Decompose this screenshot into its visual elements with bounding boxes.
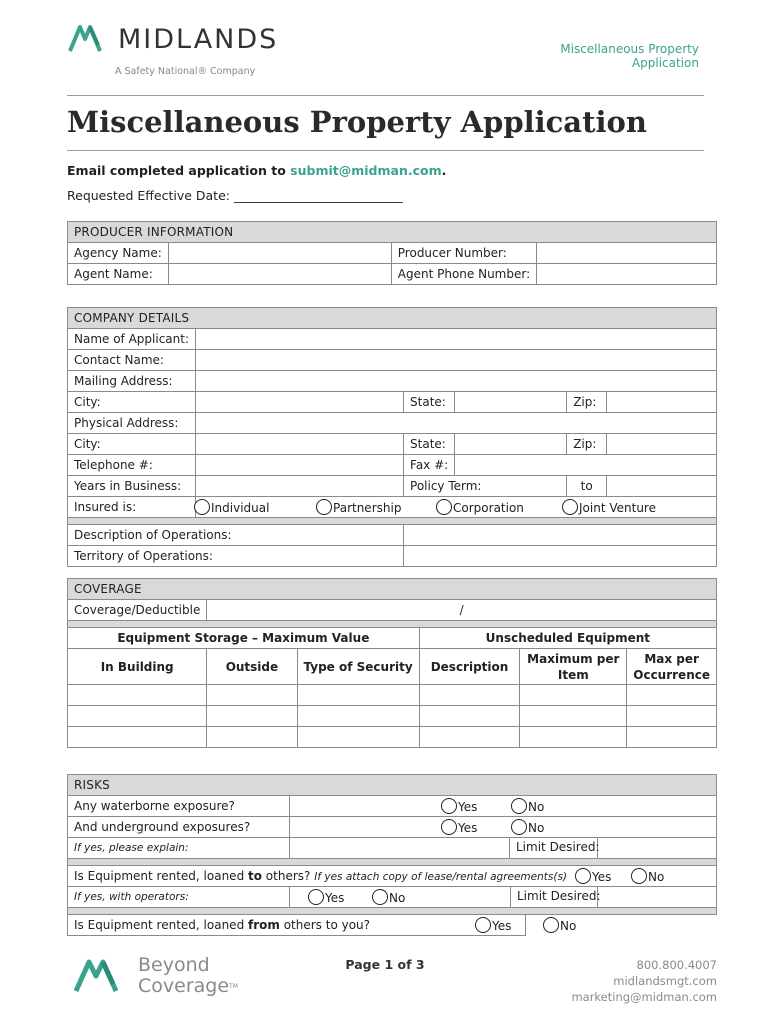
coverage-cell[interactable]	[520, 727, 627, 748]
section-coverage: COVERAGE	[68, 579, 717, 600]
territory-operations-field[interactable]	[404, 546, 717, 567]
radio-icon[interactable]	[575, 868, 591, 884]
radio-icon[interactable]	[436, 499, 452, 515]
insured-individual-option[interactable]: Individual	[194, 499, 269, 515]
insured-is-label: Insured is:	[68, 497, 196, 518]
policy-term-cell	[404, 476, 567, 497]
operators-yes-option[interactable]: Yes	[308, 889, 344, 905]
telephone-label: Telephone #:	[68, 455, 196, 476]
agent-phone-field[interactable]	[537, 264, 717, 285]
radio-icon[interactable]	[562, 499, 578, 515]
agent-phone-label: Agent Phone Number:	[391, 264, 536, 285]
explain-input[interactable]	[290, 838, 509, 858]
beyond-coverage-text: Beyond Coverage™	[138, 954, 238, 997]
mailing-zip-field[interactable]	[607, 392, 717, 413]
mailing-state-label: State:	[404, 392, 455, 413]
contact-label: Contact Name:	[68, 350, 196, 371]
underground-yes-option[interactable]: Yes	[441, 819, 477, 835]
radio-icon[interactable]	[316, 499, 332, 515]
coverage-table	[67, 578, 717, 748]
underground-options	[290, 817, 717, 838]
insured-type-options	[196, 497, 717, 518]
footer-email[interactable]: marketing@midman.com	[571, 990, 717, 1004]
unscheduled-equipment-header: Unscheduled Equipment	[419, 628, 716, 649]
col-outside: Outside	[207, 649, 297, 685]
page-number: Page 1 of 3	[345, 957, 425, 972]
underground-label: And underground exposures?	[68, 817, 290, 838]
midlands-logo-icon	[68, 23, 112, 53]
col-in-building: In Building	[68, 649, 207, 685]
coverage-cell[interactable]	[627, 727, 717, 748]
radio-icon[interactable]	[372, 889, 388, 905]
physical-city-field[interactable]	[196, 434, 404, 455]
coverage-cell[interactable]	[207, 685, 297, 706]
mailing-state-field[interactable]	[455, 392, 567, 413]
rented-from-question: Is Equipment rented, loaned from others to you?	[74, 918, 371, 932]
coverage-cell[interactable]	[297, 727, 419, 748]
mailing-address-label: Mailing Address:	[68, 371, 196, 392]
agent-name-label: Agent Name:	[68, 264, 169, 285]
page-title: Miscellaneous Property Application	[67, 105, 647, 139]
rented-from-no-option[interactable]: No	[543, 917, 576, 933]
rented-to-row	[68, 866, 717, 887]
limit-desired-field[interactable]	[598, 838, 717, 859]
coverage-cell[interactable]	[68, 727, 207, 748]
contact-field[interactable]	[196, 350, 717, 371]
col-type-of-security: Type of Security	[297, 649, 419, 685]
waterborne-label: Any waterborne exposure?	[68, 796, 290, 817]
coverage-cell[interactable]	[68, 706, 207, 727]
equipment-storage-header: Equipment Storage – Maximum Value	[68, 628, 420, 649]
policy-term-end-field[interactable]	[607, 476, 717, 497]
physical-city-label: City:	[68, 434, 196, 455]
radio-icon[interactable]	[543, 917, 559, 933]
coverage-cell[interactable]	[627, 706, 717, 727]
coverage-cell[interactable]	[207, 727, 297, 748]
description-operations-label: Description of Operations:	[68, 525, 404, 546]
fax-field[interactable]	[455, 455, 717, 476]
section-separator	[68, 908, 717, 915]
radio-icon[interactable]	[441, 798, 457, 814]
email-instruction: Email completed application to submit@midman.com.	[67, 163, 447, 178]
with-operators-label: If yes, with operators:	[68, 887, 290, 908]
company-details-table	[67, 307, 717, 567]
mailing-zip-label: Zip:	[567, 392, 607, 413]
policy-term-label: Policy Term:	[410, 479, 482, 493]
col-max-per-occurrence: Max per Occurrence	[627, 649, 717, 685]
section-company-details: COMPANY DETAILS	[68, 308, 717, 329]
coverage-cell[interactable]	[419, 685, 520, 706]
coverage-deductible-field[interactable]: /	[207, 600, 717, 621]
section-producer-information: PRODUCER INFORMATION	[68, 222, 717, 243]
insured-corporation-option[interactable]: Corporation	[436, 499, 524, 515]
header-divider	[67, 95, 704, 96]
producer-number-field[interactable]	[537, 243, 717, 264]
coverage-cell[interactable]	[419, 727, 520, 748]
radio-icon[interactable]	[308, 889, 324, 905]
coverage-cell[interactable]	[627, 685, 717, 706]
mailing-city-field[interactable]	[196, 392, 404, 413]
applicant-label: Name of Applicant:	[68, 329, 196, 350]
with-operators-cell	[290, 887, 601, 908]
explain-field[interactable]	[290, 838, 598, 859]
physical-address-label: Physical Address:	[68, 413, 196, 434]
section-separator	[68, 621, 717, 628]
requested-effective-date[interactable]: Requested Effective Date: ___________________________	[67, 188, 403, 203]
radio-icon[interactable]	[631, 868, 647, 884]
physical-state-label: State:	[404, 434, 455, 455]
coverage-cell[interactable]	[207, 706, 297, 727]
company-subtitle: A Safety National® Company	[115, 66, 256, 77]
years-in-business-label: Years in Business:	[68, 476, 196, 497]
insured-joint-venture-option[interactable]: Joint Venture	[562, 499, 656, 515]
agent-name-field[interactable]	[168, 264, 391, 285]
radio-icon[interactable]	[441, 819, 457, 835]
agency-name-label: Agency Name:	[68, 243, 169, 264]
coverage-cell[interactable]	[297, 706, 419, 727]
radio-icon[interactable]	[511, 819, 527, 835]
policy-term-to: to	[567, 476, 607, 497]
footer-phone: 800.800.4007	[636, 958, 717, 972]
footer-contact	[540, 957, 717, 1005]
physical-zip-field[interactable]	[607, 434, 717, 455]
coverage-cell[interactable]	[297, 685, 419, 706]
col-max-per-item: Maximum per Item	[520, 649, 627, 685]
rented-to-yes-option[interactable]: Yes	[575, 868, 611, 884]
years-in-business-field[interactable]	[196, 476, 404, 497]
radio-icon[interactable]	[511, 798, 527, 814]
operators-no-option[interactable]: No	[372, 889, 405, 905]
producer-information-table	[67, 221, 717, 285]
physical-address-field[interactable]	[196, 413, 717, 434]
radio-icon[interactable]	[475, 917, 491, 933]
rented-to-no-option[interactable]: No	[631, 868, 664, 884]
section-risks: RISKS	[68, 775, 717, 796]
agency-name-field[interactable]	[168, 243, 391, 264]
waterborne-options	[290, 796, 717, 817]
rented-from-row	[68, 915, 577, 936]
waterborne-yes-option[interactable]: Yes	[441, 798, 477, 814]
physical-zip-label: Zip:	[567, 434, 607, 455]
header-doc-label: Miscellaneous Property Application	[560, 42, 699, 70]
waterborne-no-option[interactable]: No	[511, 798, 544, 814]
coverage-cell[interactable]	[419, 706, 520, 727]
rented-from-yes-option[interactable]: Yes	[475, 917, 511, 933]
company-logo-text: MIDLANDS	[118, 24, 279, 55]
mailing-address-field[interactable]	[196, 371, 717, 392]
telephone-field[interactable]	[196, 455, 404, 476]
underground-no-option[interactable]: No	[511, 819, 544, 835]
insured-partnership-option[interactable]: Partnership	[316, 499, 401, 515]
title-divider	[67, 150, 704, 151]
explain-label: If yes, please explain:	[68, 838, 290, 859]
section-separator	[68, 518, 717, 525]
coverage-cell[interactable]	[520, 685, 627, 706]
risks-table	[67, 774, 717, 936]
producer-number-label: Producer Number:	[391, 243, 536, 264]
operators-limit-field[interactable]	[598, 887, 717, 908]
rented-to-question: Is Equipment rented, loaned to others? If yes attach copy of lease/rental agreements(s)	[74, 869, 568, 883]
territory-operations-label: Territory of Operations:	[68, 546, 404, 567]
limit-desired-label: Limit Desired:	[509, 838, 597, 858]
fax-label: Fax #:	[404, 455, 455, 476]
coverage-cell[interactable]	[68, 685, 207, 706]
coverage-deductible-label: Coverage/Deductible	[68, 600, 207, 621]
operators-limit-label: Limit Desired:	[510, 887, 598, 907]
description-operations-field[interactable]	[404, 525, 717, 546]
mailing-city-label: City:	[68, 392, 196, 413]
coverage-cell[interactable]	[520, 706, 627, 727]
applicant-field[interactable]	[196, 329, 717, 350]
submit-email-link[interactable]: submit@midman.com	[290, 163, 442, 178]
col-description: Description	[419, 649, 520, 685]
physical-state-field[interactable]	[455, 434, 567, 455]
beyond-coverage-logo-icon	[73, 956, 129, 994]
section-separator	[68, 859, 717, 866]
radio-icon[interactable]	[194, 499, 210, 515]
footer-website[interactable]: midlandsmgt.com	[613, 974, 717, 988]
